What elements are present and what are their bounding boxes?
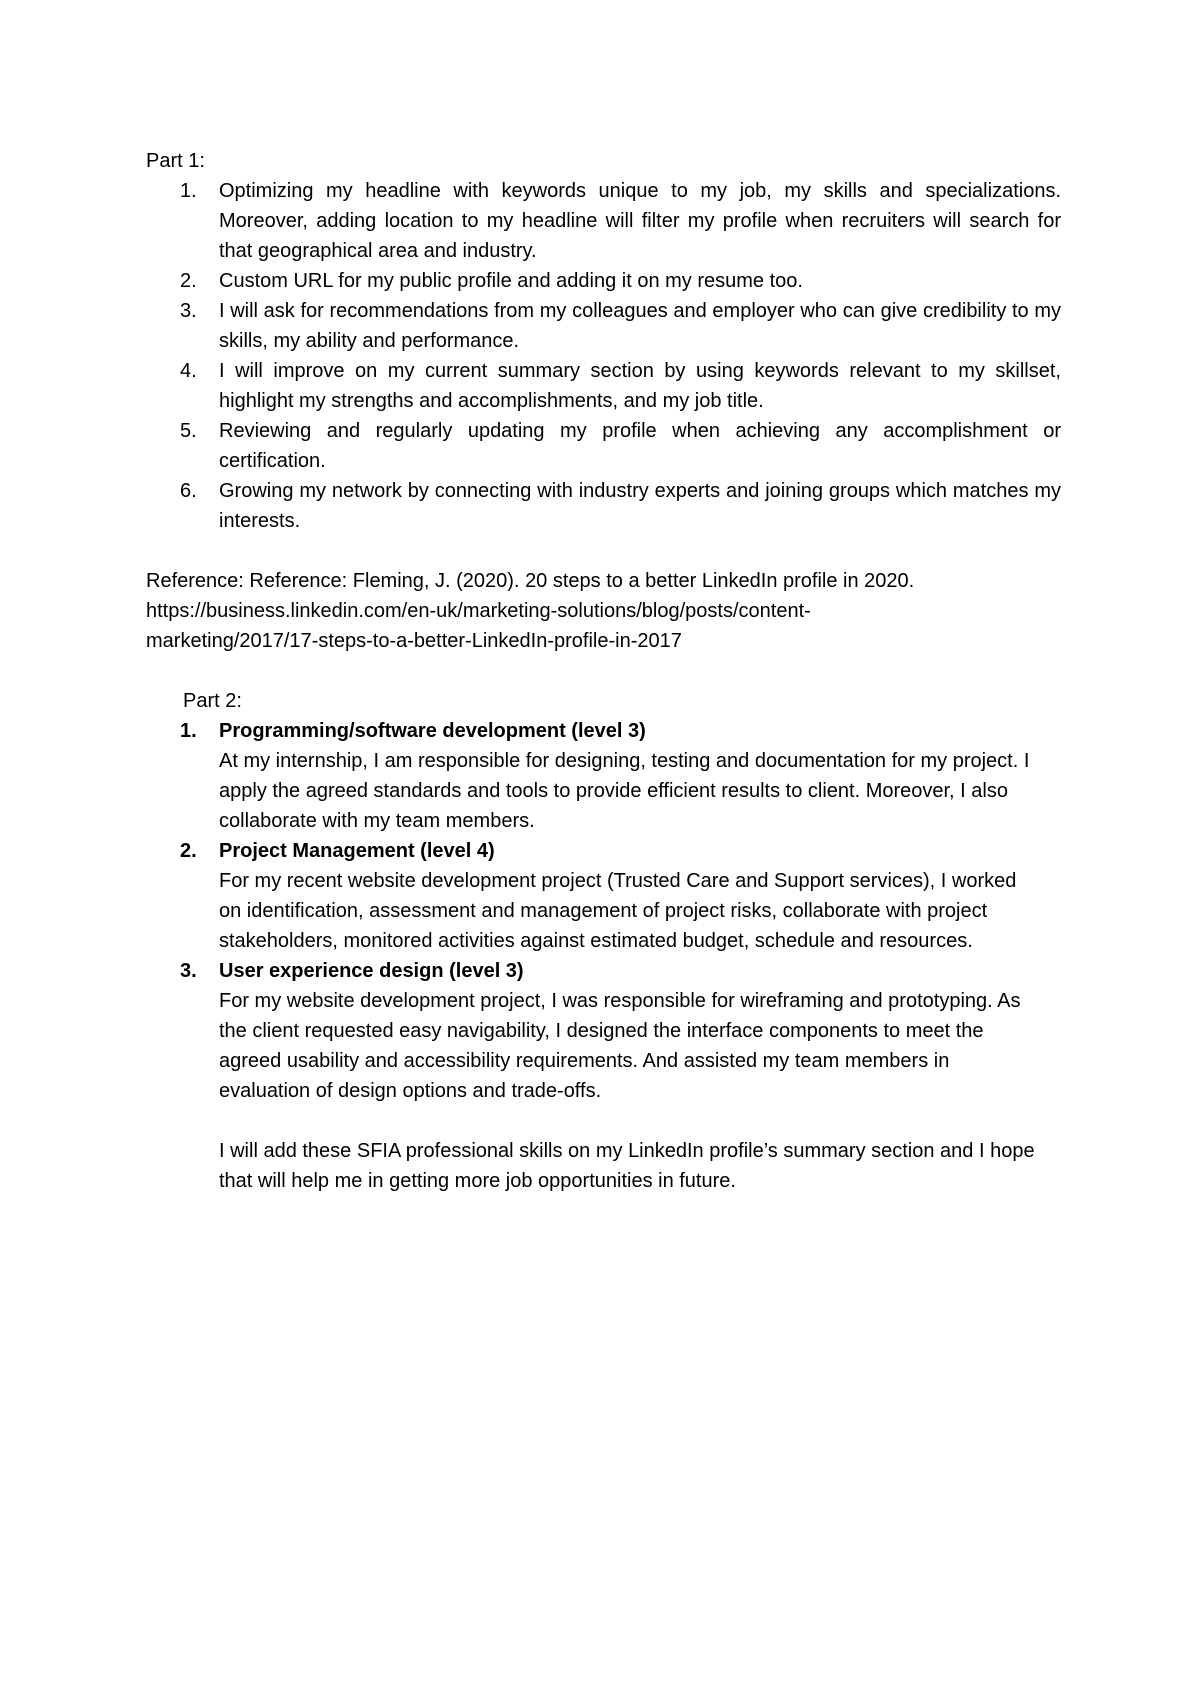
list-item-number: 6. bbox=[180, 480, 197, 502]
skill-title: Programming/software development (level 3) bbox=[219, 720, 646, 742]
skill-title: User experience design (level 3) bbox=[219, 960, 524, 982]
part1-list bbox=[146, 176, 1061, 536]
list-item bbox=[146, 476, 1061, 536]
list-item-text: I will improve on my current summary section by using keywords relevant to my skillset, highlight my strengths and accomplishments, and my job title. bbox=[219, 360, 1061, 412]
list-item-text: Custom URL for my public profile and adding it on my resume too. bbox=[219, 270, 803, 292]
list-item-text: Optimizing my headline with keywords unique to my job, my skills and specializations. Moreover, adding location to my headline will filter my profile when recruiters will search for that geographical area and industry. bbox=[219, 180, 1061, 262]
list-item-number: 4. bbox=[180, 360, 197, 382]
list-item bbox=[146, 176, 1061, 266]
list-item bbox=[146, 266, 1061, 296]
reference-section bbox=[146, 566, 1061, 656]
reference-citation: Reference: Reference: Fleming, J. (2020). 20 steps to a better LinkedIn profile in 2020. bbox=[146, 570, 915, 592]
list-item bbox=[146, 716, 1061, 836]
reference-url-line-1: https://business.linkedin.com/en-uk/marketing-solutions/blog/posts/content- bbox=[146, 600, 811, 622]
skill-description: At my internship, I am responsible for designing, testing and documentation for my project. I apply the agreed standards and tools to provide efficient results to client. Moreover, I also collaborate with my team members. bbox=[219, 750, 1030, 832]
reference-url-line-2: marketing/2017/17-steps-to-a-better-LinkedIn-profile-in-2017 bbox=[146, 630, 682, 652]
list-item bbox=[146, 836, 1061, 956]
list-item bbox=[146, 296, 1061, 356]
list-item-text: I will ask for recommendations from my colleagues and employer who can give credibility to my skills, my ability and performance. bbox=[219, 300, 1061, 352]
part1-section bbox=[146, 146, 1061, 536]
list-item-text: Growing my network by connecting with industry experts and joining groups which matches my interests. bbox=[219, 480, 1061, 532]
skill-description: For my recent website development project (Trusted Care and Support services), I worked on identification, assessment and management of project risks, collaborate with project stakeholders, monitored activities against estimated budget, schedule and resources. bbox=[219, 870, 1017, 952]
list-item bbox=[146, 416, 1061, 476]
list-item-number: 5. bbox=[180, 420, 197, 442]
list-item bbox=[146, 356, 1061, 416]
closing-paragraph: I will add these SFIA professional skills on my LinkedIn profile’s summary section and I hope that will help me in getting more job opportunities in future. bbox=[219, 1140, 1035, 1192]
list-item-number: 2. bbox=[180, 270, 197, 292]
part2-list bbox=[146, 716, 1061, 1106]
list-item-text: Reviewing and regularly updating my profile when achieving any accomplishment or certification. bbox=[219, 420, 1061, 472]
skill-title: Project Management (level 4) bbox=[219, 840, 495, 862]
part2-heading: Part 2: bbox=[183, 690, 242, 712]
document-content bbox=[146, 146, 1061, 1216]
skill-description: For my website development project, I was responsible for wireframing and prototyping. As the client requested easy navigability, I designed the interface components to meet the agreed usability and accessibility requirements. And assisted my team members in evaluation of design options and trade-offs. bbox=[219, 990, 1021, 1102]
part1-heading: Part 1: bbox=[146, 150, 205, 172]
list-item-number: 1. bbox=[180, 180, 197, 202]
list-item-number: 3. bbox=[180, 300, 197, 322]
list-item bbox=[146, 956, 1061, 1106]
list-item-number: 3. bbox=[180, 960, 197, 982]
list-item-number: 1. bbox=[180, 720, 197, 742]
part2-section bbox=[146, 686, 1061, 1196]
list-item-number: 2. bbox=[180, 840, 197, 862]
